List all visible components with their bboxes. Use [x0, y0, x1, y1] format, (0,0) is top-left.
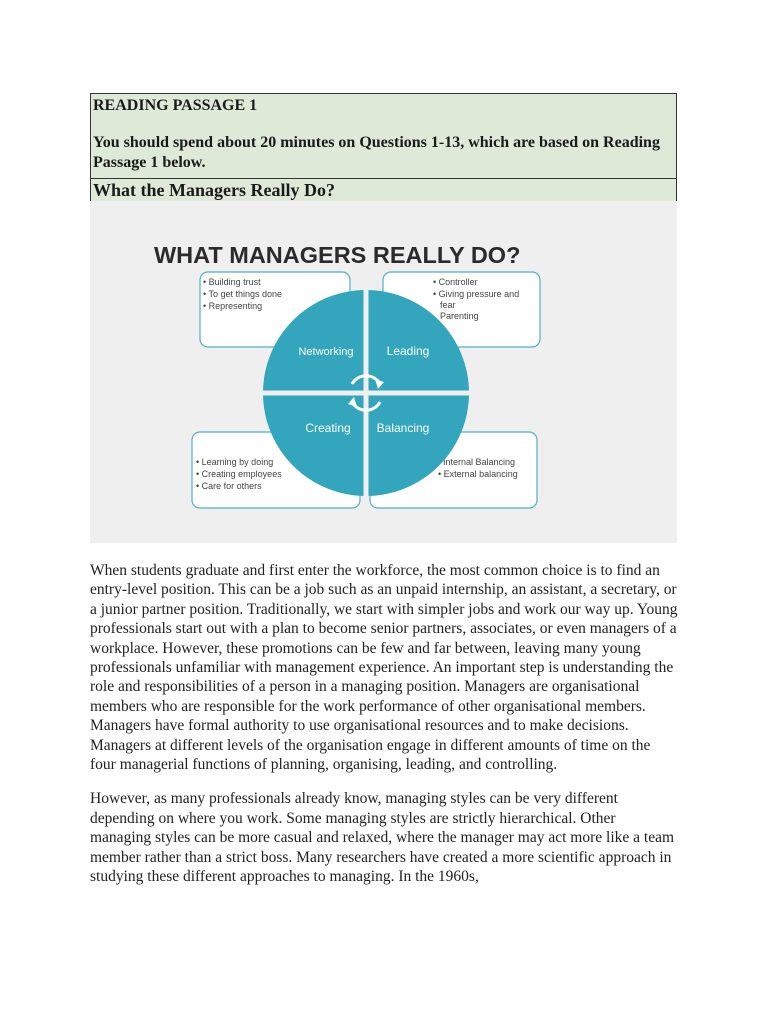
- managers-diagram-svg: [90, 201, 677, 543]
- creating-item: • Learning by doing: [196, 457, 274, 467]
- balancing-label: Balancing: [376, 421, 430, 435]
- leading-item: Parenting: [440, 311, 479, 321]
- networking-item: • Building trust: [203, 277, 261, 287]
- diagram-title: WHAT MANAGERS REALLY DO?: [154, 242, 521, 268]
- balancing-item: • External balancing: [438, 469, 518, 479]
- creating-item: • Care for others: [196, 481, 262, 491]
- paragraph: However, as many professionals already know, managing styles can be very different depending on where you work. Some managing styles are strictly hierarchical. Other managing styles can be more casual and relaxed, where the manager may act more like a team member rather than a strict boss. Many researchers have created a more scientific approach in studying these different approaches to managing. In the 1960s,: [90, 790, 675, 886]
- leading-item: • Controller: [433, 277, 478, 287]
- creating-label: Creating: [305, 421, 351, 435]
- leading-item: fear: [440, 300, 456, 310]
- passage-header-top: [91, 94, 676, 178]
- networking-label: Networking: [298, 346, 354, 358]
- networking-item: • To get things done: [203, 289, 283, 299]
- managers-diagram: [90, 201, 677, 543]
- passage-title: What the Managers Really Do?: [91, 178, 676, 202]
- leading-label: Leading: [386, 344, 430, 358]
- passage-label: READING PASSAGE 1: [93, 97, 258, 114]
- instructions: You should spend about 20 minutes on Questions 1-13, which are based on Reading Passage 1 below.: [93, 134, 660, 171]
- passage-header: [90, 93, 677, 203]
- passage-body: [90, 561, 680, 887]
- networking-item: • Representing: [203, 301, 263, 311]
- paragraph: When students graduate and first enter the workforce, the most common choice is to find an entry-level position. This can be a job such as an unpaid internship, an assistant, a secretary, or a junior partner position. Traditionally, we start with simpler jobs and work our way up. Young professionals start out with a plan to become senior partners, associates, or even managers of a workplace. However, these promotions can be few and far between, leaving many young professionals unfamiliar with management experience. An important step is understanding the role and responsibilities of a person in a managing position. Managers are organisational members who are responsible for the work performance of other organisational members. Managers have formal authority to use organisational resources and to make decisions. Managers at different levels of the organisation engage in different amounts of time on the four managerial functions of planning, organising, leading, and controlling.: [90, 562, 678, 774]
- leading-item: • Giving pressure and: [433, 289, 520, 299]
- creating-item: • Creating employees: [196, 469, 282, 479]
- balancing-item: Internal Balancing: [443, 457, 516, 467]
